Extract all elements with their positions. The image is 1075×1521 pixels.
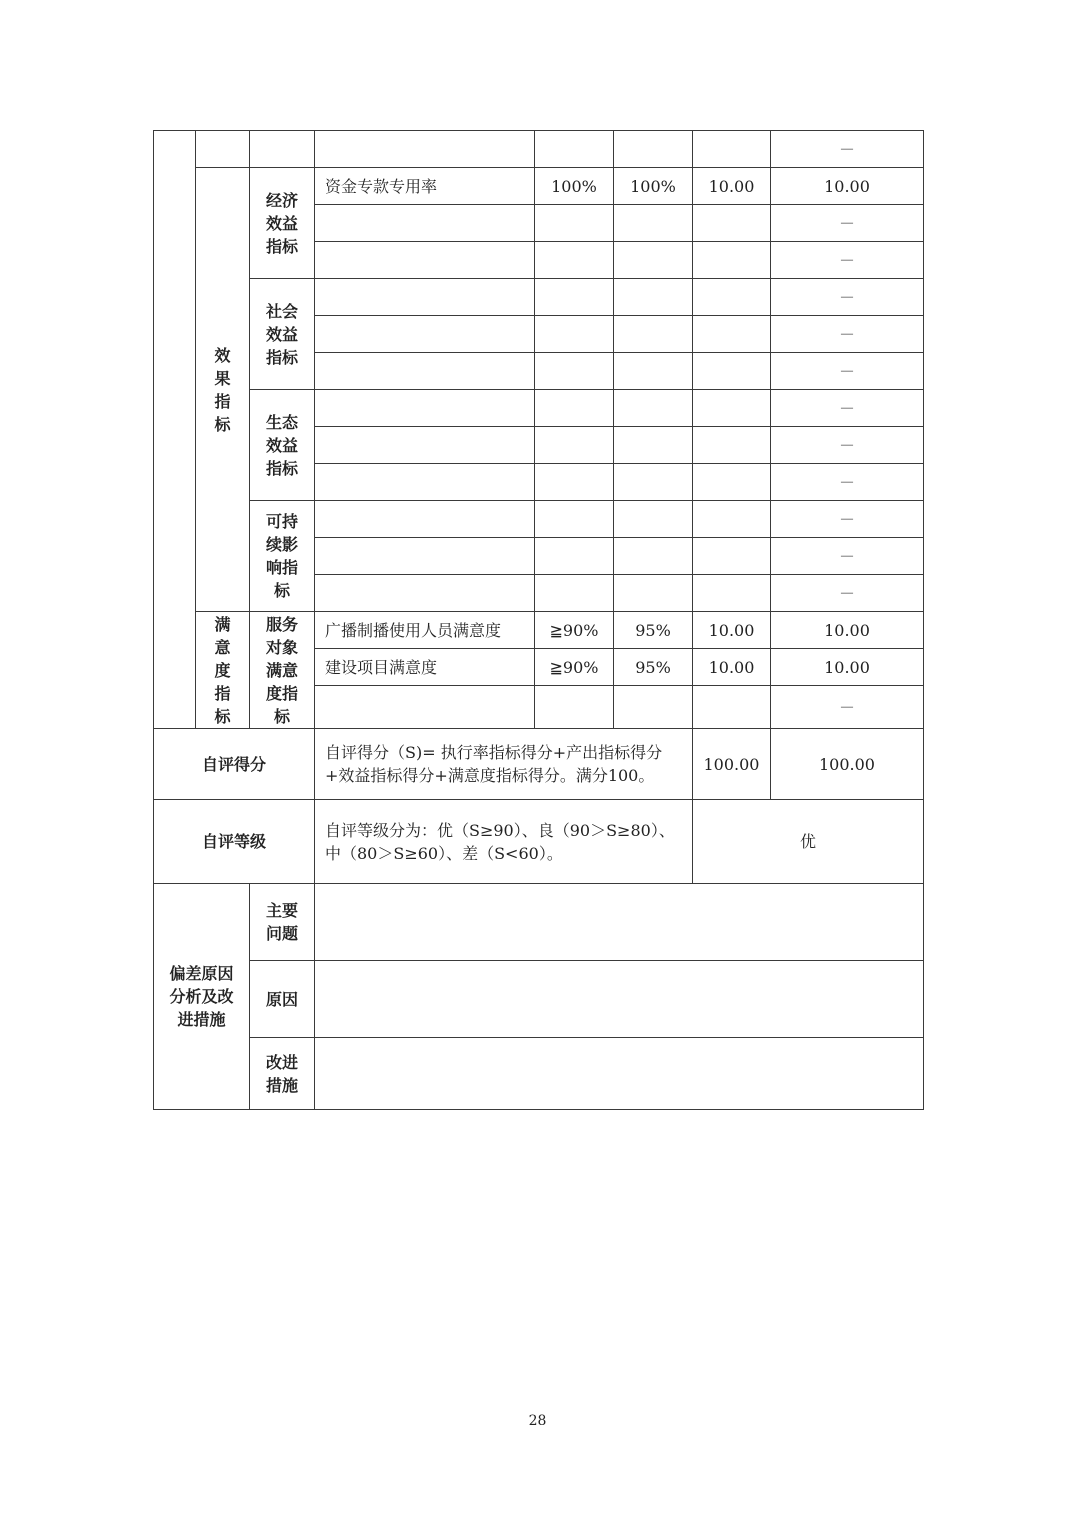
score-cell: 10.00 [771,168,924,205]
table-row [154,1038,924,1110]
effect-indicator-label: 效果指标 [196,168,250,612]
score-cell: 10.00 [771,612,924,649]
indicator-name: 广播制播使用人员满意度 [315,612,535,649]
score-cell: 10.00 [771,649,924,686]
score-cell: － [771,279,924,316]
social-indicator-label: 社会效益指标 [250,279,315,390]
score-cell: － [771,575,924,612]
cause-content [315,961,924,1038]
empty-cell [614,131,693,168]
score-cell: － [771,464,924,501]
empty-cell [535,131,614,168]
self-grade-description: 自评等级分为：优（S≥90）、良（90＞S≥80）、中（80＞S≥60）、差（S<60）。 [315,800,693,884]
score-cell: － [771,501,924,538]
measures-content [315,1038,924,1110]
table-row [154,884,924,961]
main-issue-label: 主要问题 [250,884,315,961]
table-row [154,729,924,800]
self-score-value: 100.00 [771,729,924,800]
economic-indicator-label: 经济效益指标 [250,168,315,279]
score-cell: － [771,390,924,427]
score-cell: － [771,205,924,242]
actual-value: 95% [614,649,693,686]
sustain-indicator-label: 可持续影响指标 [250,501,315,612]
score-cell: － [771,427,924,464]
empty-cell [250,131,315,168]
weight-value: 10.00 [693,649,771,686]
table-row [154,612,924,649]
cause-label: 原因 [250,961,315,1038]
score-cell: － [771,131,924,168]
eco-indicator-label: 生态效益指标 [250,390,315,501]
measures-label: 改进措施 [250,1038,315,1110]
satisfaction-indicator-label: 满意度指标 [196,612,250,729]
score-cell: － [771,316,924,353]
indicator-name: 资金专款专用率 [315,168,535,205]
self-grade-label: 自评等级 [154,800,315,884]
self-score-label: 自评得分 [154,729,315,800]
table-row [154,501,924,538]
self-score-description: 自评得分（S)= 执行率指标得分+产出指标得分+效益指标得分+满意度指标得分。满分100。 [315,729,693,800]
empty-cell [315,131,535,168]
actual-value: 95% [614,612,693,649]
indicator-name: 建设项目满意度 [315,649,535,686]
self-score-weight: 100.00 [693,729,771,800]
table-row [154,800,924,884]
actual-value: 100% [614,168,693,205]
weight-value: 10.00 [693,168,771,205]
page-number: 28 [528,1413,547,1429]
table-row [154,961,924,1038]
score-cell: － [771,353,924,390]
table-row [154,390,924,427]
score-cell: － [771,538,924,575]
performance-evaluation-table [153,130,924,1110]
deviation-label: 偏差原因分析及改进措施 [154,884,250,1110]
target-value: 100% [535,168,614,205]
weight-value: 10.00 [693,612,771,649]
score-cell: － [771,686,924,729]
table-row [154,279,924,316]
empty-cell [693,131,771,168]
table-row [154,168,924,205]
main-issue-content [315,884,924,961]
service-satisfaction-label: 服务对象满意度指标 [250,612,315,729]
table-row [154,131,924,168]
self-grade-value: 优 [693,800,924,884]
empty-cell [196,131,250,168]
target-value: ≧90% [535,612,614,649]
outer-category-cell [154,131,196,729]
target-value: ≧90% [535,649,614,686]
score-cell: － [771,242,924,279]
